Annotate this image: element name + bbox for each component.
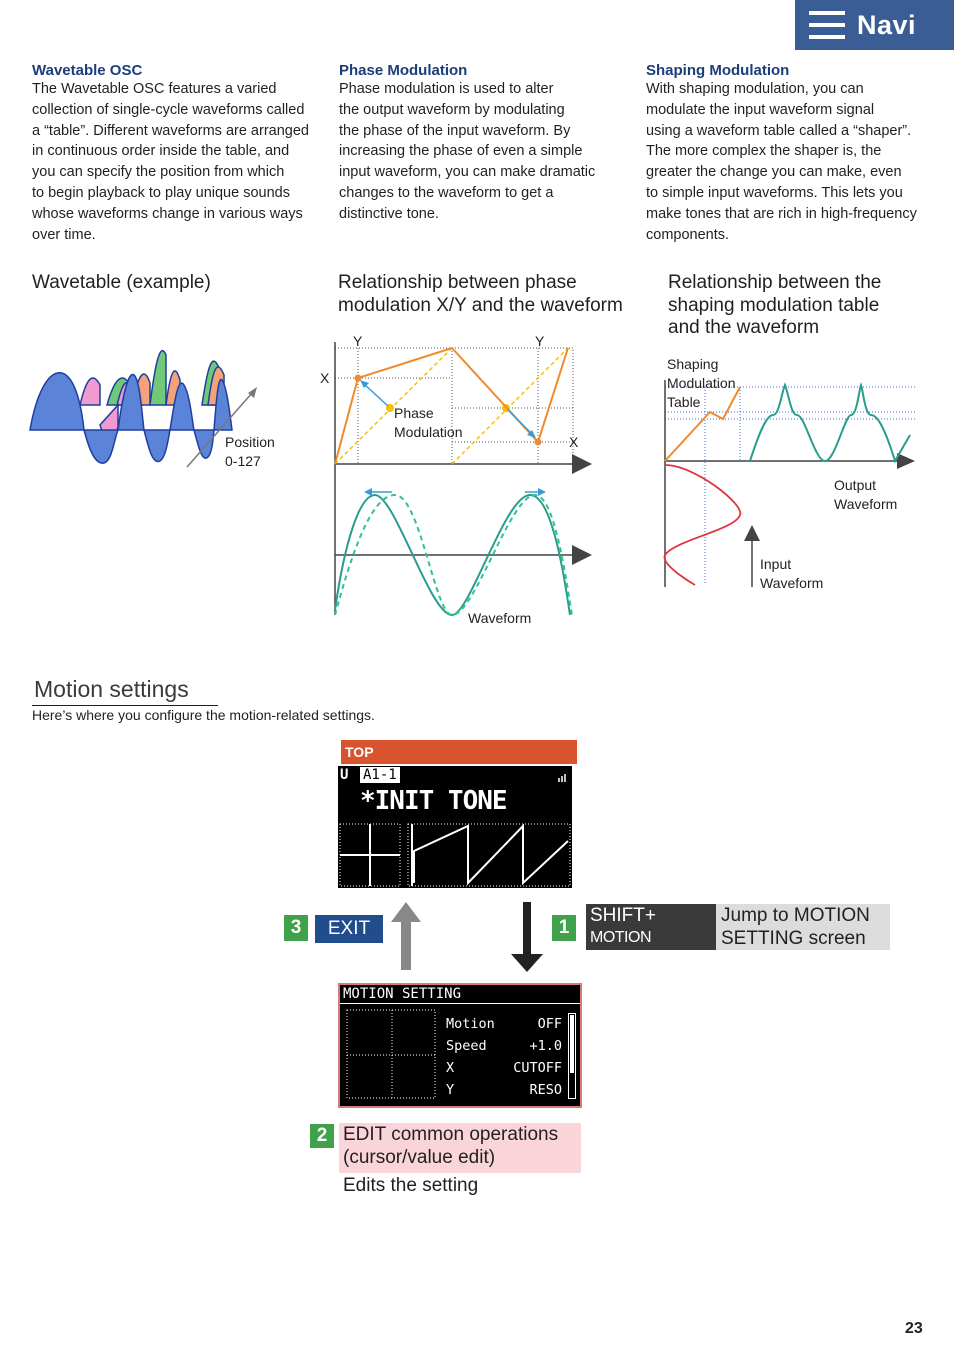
y-label-2: Y	[535, 333, 545, 349]
step-2-badge: 2	[310, 1124, 334, 1148]
column-heading: Wavetable OSC	[32, 62, 143, 79]
shaping-table-label: Shaping Modulation Table	[667, 356, 736, 410]
mode-indicator: U	[340, 767, 349, 783]
output-waveform-label: Output Waveform	[834, 477, 898, 512]
section-subtitle: Here’s where you configure the motion-related settings.	[32, 707, 375, 723]
phase-modulation-label: Phase Modulation	[394, 405, 463, 440]
top-screen-graphics	[338, 821, 572, 888]
column-shaping-modulation	[646, 62, 931, 245]
figure-title-phase: Relationship between phase modulation X/Y and the waveform	[338, 272, 623, 316]
x-label-1: X	[320, 370, 330, 386]
edit-description: Edits the setting	[343, 1175, 479, 1196]
top-screen	[338, 766, 572, 888]
wavetable-figure	[22, 335, 322, 480]
param-row-x[interactable]: X CUTOFF	[446, 1060, 562, 1076]
x-label-2: X	[569, 434, 579, 450]
figure-title-wavetable: Wavetable (example)	[32, 272, 211, 293]
page-number: 23	[905, 1320, 923, 1337]
shift-motion-button[interactable]	[586, 904, 716, 966]
column-wavetable	[32, 62, 317, 245]
shift-down-arrow	[505, 902, 550, 974]
phase-modulation-figure	[320, 330, 600, 630]
motion-params	[446, 1013, 562, 1101]
wavetable-waves	[30, 351, 232, 464]
step-3-badge: 3	[284, 915, 308, 941]
column-text: The Wavetable OSC features a varied collection of single-cycle waveforms called a “table”. Different waveforms are arranged in continuous order inside the table, and you can specify the position from which to begin playback to play unique sounds whose waveforms change in various ways over time.	[32, 81, 309, 243]
param-row-motion[interactable]: Motion OFF	[446, 1016, 562, 1032]
shift-label: SHIFT+	[590, 905, 656, 926]
tone-name: *INIT TONE	[360, 786, 507, 816]
navi-button[interactable]	[795, 0, 954, 50]
patch-number: A1-1	[360, 767, 400, 783]
param-row-speed[interactable]: Speed +1.0	[446, 1038, 562, 1054]
jump-description: Jump to MOTION SETTING screen	[716, 904, 890, 950]
column-heading: Phase Modulation	[339, 62, 468, 79]
section-title: Motion settings	[34, 676, 189, 702]
xy-pad-graphic	[346, 1009, 436, 1101]
section-rule	[32, 705, 218, 706]
scrollbar[interactable]	[568, 1013, 576, 1099]
exit-button[interactable]: EXIT	[315, 915, 383, 943]
column-text: With shaping modulation, you can modulate the input waveform signal using a waveform table called a “shaper”. The more complex the shaper is, the greater the change you can make, even to simple input waveforms. This lets you make tones that are rich in high-frequency components.	[646, 81, 917, 243]
signal-icon	[558, 768, 568, 778]
exit-up-arrow	[385, 902, 430, 972]
figure-title-shaping: Relationship between the shaping modulation table and the waveform	[668, 272, 882, 338]
motion-setting-screen	[338, 983, 582, 1108]
navi-label: Navi	[857, 9, 917, 40]
y-label-1: Y	[353, 333, 363, 349]
screen-title: MOTION SETTING	[340, 985, 580, 1004]
motion-on-off-label: MOTION ON/OFF	[590, 929, 651, 966]
scrollbar-thumb	[570, 1015, 574, 1073]
position-label: Position 0-127	[225, 434, 275, 469]
column-text: Phase modulation is used to alter the output waveform by modulating the phase of the input waveform. By increasing the phase of even a simple input waveform, you can make dramatic changes to the waveform to get a distinctive tone.	[339, 81, 596, 222]
waveform-label: Waveform	[468, 610, 532, 626]
column-phase-modulation	[339, 62, 624, 225]
param-row-y[interactable]: Y RESO	[446, 1082, 562, 1098]
step-1-badge: 1	[552, 915, 576, 941]
edit-operations[interactable]: EDIT common operations (cursor/value edit)	[339, 1123, 581, 1173]
input-waveform-label: Input Waveform	[760, 556, 824, 591]
column-heading: Shaping Modulation	[646, 62, 790, 79]
top-label: TOP	[341, 740, 577, 764]
hamburger-menu-icon	[809, 11, 845, 39]
